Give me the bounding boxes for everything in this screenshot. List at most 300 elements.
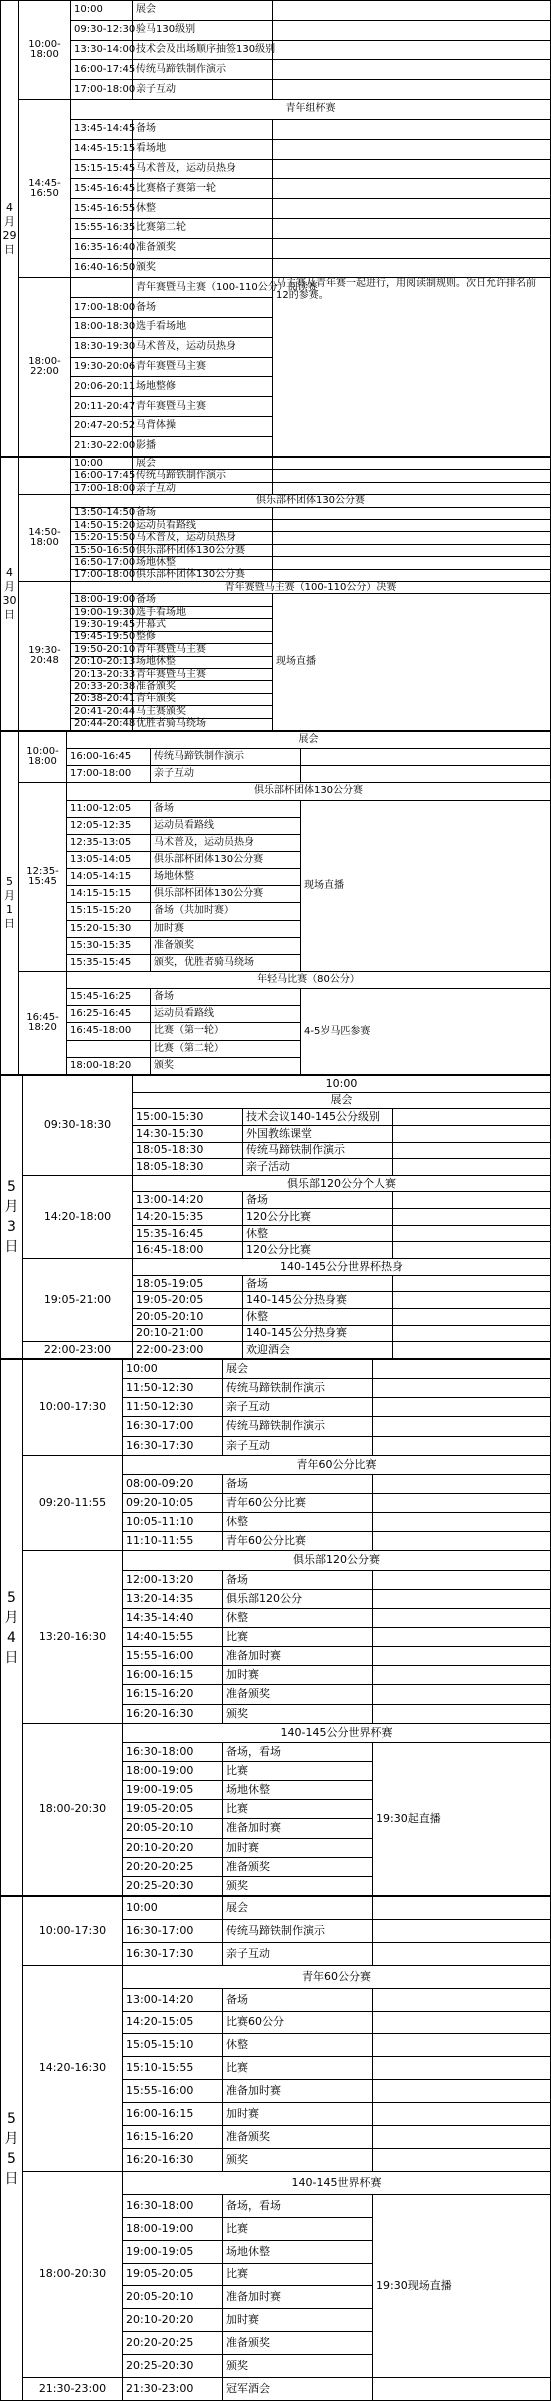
item-time: 15:45-16:55 [71, 199, 133, 219]
item-time: 20:25-20:30 [123, 1876, 223, 1895]
item-time: 16:30-17:30 [123, 1436, 223, 1455]
item-activity: 准备颁奖 [223, 1857, 373, 1876]
item-time: 19:00-19:05 [123, 2240, 223, 2263]
empty-cell [373, 1897, 551, 1920]
item-activity: 颁奖 [223, 1876, 373, 1895]
schedule-row [1, 732, 551, 749]
item-activity: 准备颁奖 [133, 238, 273, 258]
item-activity: 欢迎酒会 [243, 1342, 393, 1359]
item-time: 16:30-18:00 [123, 2194, 223, 2217]
schedule-row [1, 218, 551, 238]
item-time: 17:00-18:00 [71, 80, 133, 100]
item-activity: 开幕式 [133, 619, 273, 631]
schedule-row [1, 1, 551, 21]
item-activity: 俱乐部杯团体130公分赛 [151, 851, 301, 868]
empty-cell [373, 1570, 551, 1589]
item-activity: 准备加时赛 [223, 1819, 373, 1838]
empty-cell [273, 218, 551, 238]
item-activity: 比赛（第二轮） [151, 1040, 301, 1057]
schedule-row [1, 139, 551, 159]
schedule-row [1, 258, 551, 278]
item-activity: 传统马蹄铁制作演示 [243, 1142, 393, 1159]
item-activity: 青年赛暨马主赛 [133, 357, 273, 377]
time-slot: 10:00-18:00 [19, 732, 67, 783]
item-time: 15:00-15:30 [133, 1109, 243, 1126]
broadcast-note: 现场直播 [273, 594, 551, 731]
item-activity: 备场，看场 [223, 2194, 373, 2217]
empty-cell [373, 1608, 551, 1627]
time-slot: 10:00-17:30 [23, 1360, 123, 1456]
item-time: 16:25-16:45 [67, 1006, 151, 1023]
item-time: 20:20-20:25 [123, 2332, 223, 2355]
item-time: 17:00-18:00 [67, 766, 151, 783]
item-time: 19:45-19:50 [71, 631, 133, 643]
item-activity: 马术普及，运动员热身 [133, 337, 273, 357]
schedule-row [1, 2171, 551, 2194]
item-time: 14:20-15:35 [133, 1209, 243, 1226]
empty-cell [373, 1417, 551, 1436]
remark-note: 马主赛及青年赛一起进行，用阅读制规则。次日允许排名前12的参赛。 [273, 278, 551, 457]
item-activity: 青年60公分比赛 [223, 1532, 373, 1551]
item-activity: 备场 [223, 1474, 373, 1493]
time-slot: 18:00-20:30 [23, 1723, 123, 1895]
item-activity: 备场，看场 [223, 1742, 373, 1761]
item-activity: 比赛 [223, 1800, 373, 1819]
empty-cell [273, 532, 551, 544]
day-label: 5月1日 [4, 875, 15, 930]
item-activity: 比赛 [223, 2057, 373, 2080]
empty-cell [273, 1, 551, 21]
time-slot: 14:20-18:00 [23, 1175, 133, 1258]
section-header: 10:00 [133, 1076, 551, 1093]
item-activity: 比赛 [223, 1761, 373, 1780]
item-activity: 传统马蹄铁制作演示 [223, 1919, 373, 1942]
empty-cell [373, 2057, 551, 2080]
empty-cell [273, 139, 551, 159]
item-activity: 传统马蹄铁制作演示 [133, 470, 273, 482]
item-time: 13:45-14:45 [71, 119, 133, 139]
item-activity: 备场 [151, 800, 301, 817]
item-time: 18:00-19:00 [123, 2217, 223, 2240]
section-header: 青年组杯赛 [71, 100, 551, 120]
item-time: 12:05-12:35 [67, 817, 151, 834]
item-activity: 备场 [133, 298, 273, 318]
item-time: 18:05-18:30 [133, 1142, 243, 1159]
schedule-row [1, 989, 551, 1006]
empty-cell [373, 1685, 551, 1704]
empty-cell [273, 238, 551, 258]
item-activity: 加时赛 [223, 2309, 373, 2332]
empty-cell [393, 1275, 551, 1292]
item-time: 09:20-10:05 [123, 1493, 223, 1512]
empty-cell [393, 1292, 551, 1309]
item-time: 18:00-19:00 [71, 594, 133, 606]
item-activity: 运动员看路线 [151, 817, 301, 834]
time-slot: 14:50-18:00 [19, 495, 71, 582]
item-time: 14:50-15:20 [71, 520, 133, 532]
item-activity: 颁奖 [223, 2148, 373, 2171]
item-activity: 青年60公分比赛 [223, 1493, 373, 1512]
item-activity: 展会 [133, 458, 273, 470]
schedule-row [1, 1723, 551, 1742]
item-time: 10:00 [71, 458, 133, 470]
day-cell [1, 458, 19, 731]
item-activity: 加时赛 [223, 1838, 373, 1857]
item-time: 15:05-15:10 [123, 2034, 223, 2057]
schedule-row [1, 495, 551, 507]
time-slot: 18:00-20:30 [23, 2171, 123, 2377]
item-time: 16:00-17:45 [71, 470, 133, 482]
schedule-row [1, 569, 551, 581]
schedule-row [1, 159, 551, 179]
day-table [0, 731, 551, 1075]
empty-cell [373, 2378, 551, 2401]
item-activity: 展会 [223, 1897, 373, 1920]
item-activity: 青年赛暨马主赛 [133, 397, 273, 417]
item-activity: 比赛 [223, 2263, 373, 2286]
item-activity: 备场 [151, 989, 301, 1006]
broadcast-note: 19:30起直播 [373, 1742, 551, 1895]
empty-cell [273, 119, 551, 139]
item-time: 12:00-13:20 [123, 1570, 223, 1589]
schedule-row [1, 119, 551, 139]
schedule-row [1, 482, 551, 494]
empty-cell [273, 40, 551, 60]
schedule-row [1, 1551, 551, 1570]
item-time: 20:25-20:30 [123, 2355, 223, 2378]
schedule-row [1, 1259, 551, 1276]
item-time: 16:50-17:00 [71, 557, 133, 569]
item-activity: 备场 [223, 1570, 373, 1589]
schedule-row [1, 100, 551, 120]
item-time: 16:30-17:00 [123, 1919, 223, 1942]
item-time: 11:00-12:05 [67, 800, 151, 817]
empty-cell [373, 1919, 551, 1942]
item-time: 13:00-14:20 [123, 1988, 223, 2011]
schedule-row [1, 544, 551, 556]
time-slot: 19:05-21:00 [23, 1259, 133, 1342]
empty-cell [373, 1398, 551, 1417]
day-label: 5月5日 [4, 2110, 19, 2187]
item-time: 21:30-23:00 [123, 2378, 223, 2401]
day-label: 5月3日 [4, 1179, 19, 1255]
item-time: 14:15-15:15 [67, 886, 151, 903]
item-time: 17:00-18:00 [71, 482, 133, 494]
item-activity: 外国教练课堂 [243, 1125, 393, 1142]
empty-cell [373, 2034, 551, 2057]
item-time: 20:44-20:48 [71, 718, 133, 730]
item-time: 20:05-20:10 [133, 1308, 243, 1325]
schedule-row [1, 783, 551, 800]
empty-cell [373, 2126, 551, 2149]
item-time: 14:45-15:15 [71, 139, 133, 159]
empty-cell [393, 1325, 551, 1342]
item-time: 14:30-15:30 [133, 1125, 243, 1142]
schedule-row [1, 532, 551, 544]
schedule-row [1, 458, 551, 470]
item-time: 18:05-19:05 [133, 1275, 243, 1292]
day-label: 4月30日 [2, 566, 17, 621]
item-activity: 颁奖 [223, 1704, 373, 1723]
empty-cell [273, 557, 551, 569]
item-activity: 马术普及，运动员热身 [133, 159, 273, 179]
item-activity: 优胜者骑马绕场 [133, 718, 273, 730]
item-time: 08:00-09:20 [123, 1474, 223, 1493]
time-slot: 19:30-20:48 [19, 582, 71, 731]
section-header: 年轻马比赛（80公分） [67, 971, 551, 988]
section-header: 展会 [133, 1092, 551, 1109]
empty-cell [393, 1308, 551, 1325]
item-activity: 颁奖 [133, 258, 273, 278]
item-time: 14:20-15:05 [123, 2011, 223, 2034]
item-time: 18:00-19:00 [123, 1761, 223, 1780]
schedule-row [1, 199, 551, 219]
item-time [67, 1040, 151, 1057]
empty-cell [373, 1627, 551, 1646]
item-activity: 亲子互动 [133, 80, 273, 100]
schedule-row [1, 766, 551, 783]
item-activity: 冠军酒会 [223, 2378, 373, 2401]
item-activity: 看场地 [133, 139, 273, 159]
item-activity: 休整 [223, 2034, 373, 2057]
item-time: 18:30-19:30 [71, 337, 133, 357]
item-time: 15:45-16:45 [71, 179, 133, 199]
empty-cell [273, 80, 551, 100]
empty-cell [373, 1360, 551, 1379]
item-activity: 俱乐部杯团体130公分赛 [133, 569, 273, 581]
schedule-row [1, 60, 551, 80]
item-activity: 亲子活动 [243, 1159, 393, 1176]
item-activity: 备场 [133, 119, 273, 139]
section-header: 青年60公分赛 [123, 1965, 551, 1988]
empty-cell [393, 1192, 551, 1209]
time-slot: 09:20-11:55 [23, 1455, 123, 1551]
item-time: 16:30-18:00 [123, 1742, 223, 1761]
item-time: 10:00 [71, 1, 133, 21]
item-time: 16:40-16:50 [71, 258, 133, 278]
item-time: 20:10-20:20 [123, 2309, 223, 2332]
item-time: 14:35-14:40 [123, 1608, 223, 1627]
empty-cell [373, 1532, 551, 1551]
item-time: 20:10-20:13 [71, 656, 133, 668]
item-time: 16:20-16:30 [123, 2148, 223, 2171]
empty-cell [373, 2011, 551, 2034]
item-activity: 加时赛 [223, 2103, 373, 2126]
item-activity: 120公分比赛 [243, 1242, 393, 1259]
item-time: 15:50-16:50 [71, 544, 133, 556]
item-time: 20:20-20:25 [123, 1857, 223, 1876]
item-time: 20:47-20:52 [71, 417, 133, 437]
empty-cell [301, 749, 551, 766]
section-header: 展会 [67, 732, 551, 749]
empty-cell [273, 544, 551, 556]
item-activity: 亲子互动 [223, 1436, 373, 1455]
schedule-row [1, 557, 551, 569]
item-time: 10:05-11:10 [123, 1513, 223, 1532]
item-activity: 俱乐部杯团体130公分赛 [133, 544, 273, 556]
item-time: 15:10-15:55 [123, 2057, 223, 2080]
time-slot [19, 458, 71, 495]
item-activity: 亲子互动 [151, 766, 301, 783]
schedule-row [1, 1360, 551, 1379]
item-activity: 备场 [133, 594, 273, 606]
item-time: 22:00-23:00 [133, 1342, 243, 1359]
item-activity: 加时赛 [223, 1666, 373, 1685]
item-time: 09:30-12:30 [71, 20, 133, 40]
item-time: 11:10-11:55 [123, 1532, 223, 1551]
item-activity: 验马130级别 [133, 20, 273, 40]
schedule-row [1, 1076, 551, 1093]
item-time: 16:30-17:00 [123, 1417, 223, 1436]
item-time: 15:35-16:45 [133, 1225, 243, 1242]
empty-cell [393, 1159, 551, 1176]
item-time: 18:05-18:30 [133, 1159, 243, 1176]
item-time: 13:05-14:05 [67, 851, 151, 868]
item-time: 20:10-21:00 [133, 1325, 243, 1342]
section-header: 140-145世界杯赛 [123, 2171, 551, 2194]
item-activity: 马术普及，运动员热身 [133, 532, 273, 544]
item-activity: 颁奖，优胜者骑马绕场 [151, 954, 301, 971]
item-time: 20:06-20:11 [71, 377, 133, 397]
item-time: 16:15-16:20 [123, 2126, 223, 2149]
item-activity: 准备加时赛 [223, 1647, 373, 1666]
item-time: 15:15-15:45 [71, 159, 133, 179]
section-header: 青年60公分比赛 [123, 1455, 551, 1474]
time-slot: 22:00-23:00 [23, 1342, 133, 1359]
empty-cell [301, 766, 551, 783]
empty-cell [393, 1342, 551, 1359]
item-activity: 运动员看路线 [133, 520, 273, 532]
empty-cell [373, 1666, 551, 1685]
item-activity: 准备加时赛 [223, 2286, 373, 2309]
item-activity: 比赛 [223, 1627, 373, 1646]
section-header: 140-145公分世界杯热身 [133, 1259, 551, 1276]
empty-cell [273, 482, 551, 494]
empty-cell [273, 470, 551, 482]
item-time [71, 278, 133, 298]
day-table [0, 1896, 551, 2401]
item-time: 19:30-19:45 [71, 619, 133, 631]
item-time: 16:00-16:45 [67, 749, 151, 766]
item-time: 15:20-15:30 [67, 920, 151, 937]
item-activity: 140-145公分热身赛 [243, 1292, 393, 1309]
item-time: 20:41-20:44 [71, 706, 133, 718]
schedule-row [1, 20, 551, 40]
item-activity: 备场 [223, 1988, 373, 2011]
item-activity: 传统马蹄铁制作演示 [223, 1379, 373, 1398]
item-activity: 选手看场地 [133, 318, 273, 338]
empty-cell [373, 1704, 551, 1723]
item-activity: 马背体操 [133, 417, 273, 437]
broadcast-note: 4-5岁马匹参赛 [301, 989, 551, 1075]
item-activity: 准备颁奖 [223, 2126, 373, 2149]
item-time: 16:00-16:15 [123, 2103, 223, 2126]
item-time: 20:38-20:41 [71, 693, 133, 705]
schedule-row [1, 971, 551, 988]
schedule-row [1, 40, 551, 60]
item-activity: 场地休整 [133, 656, 273, 668]
item-activity: 140-145公分热身赛 [243, 1325, 393, 1342]
schedule-row [1, 749, 551, 766]
item-activity: 场地休整 [223, 1781, 373, 1800]
item-time: 13:00-14:20 [133, 1192, 243, 1209]
item-time: 20:05-20:10 [123, 2286, 223, 2309]
item-time: 15:30-15:35 [67, 937, 151, 954]
item-time: 20:05-20:10 [123, 1819, 223, 1838]
schedule-row [1, 470, 551, 482]
schedule-row [1, 179, 551, 199]
item-activity: 亲子互动 [133, 482, 273, 494]
item-activity: 比赛 [223, 2217, 373, 2240]
item-activity: 备场 [133, 507, 273, 519]
item-activity: 休整 [223, 1608, 373, 1627]
item-time: 20:33-20:38 [71, 681, 133, 693]
time-slot: 09:30-18:30 [23, 1076, 133, 1176]
item-activity: 比赛格子赛第一轮 [133, 179, 273, 199]
item-time: 14:40-15:55 [123, 1627, 223, 1646]
item-time: 17:00-18:00 [71, 298, 133, 318]
empty-cell [273, 159, 551, 179]
item-time: 21:30-22:00 [71, 436, 133, 456]
item-activity: 传统马蹄铁制作演示 [223, 1417, 373, 1436]
time-slot: 14:20-16:30 [23, 1965, 123, 2171]
time-slot: 13:20-16:30 [23, 1551, 123, 1723]
item-activity: 场地休整 [151, 869, 301, 886]
item-time: 19:05-20:05 [133, 1292, 243, 1309]
empty-cell [273, 60, 551, 80]
empty-cell [273, 20, 551, 40]
item-activity: 准备颁奖 [133, 681, 273, 693]
schedule-row [1, 582, 551, 594]
item-activity: 120公分比赛 [243, 1209, 393, 1226]
item-activity: 准备颁奖 [223, 1685, 373, 1704]
empty-cell [373, 1436, 551, 1455]
day-cell [1, 732, 19, 1075]
empty-cell [273, 179, 551, 199]
item-time: 16:20-16:30 [123, 1704, 223, 1723]
time-slot: 10:00-17:30 [23, 1897, 123, 1966]
item-activity: 传统马蹄铁制作演示 [151, 749, 301, 766]
item-activity: 比赛第二轮 [133, 218, 273, 238]
item-activity: 青年赛暨马主赛 [133, 644, 273, 656]
time-slot: 12:35-15:45 [19, 783, 67, 972]
empty-cell [393, 1142, 551, 1159]
time-slot: 21:30-23:00 [23, 2378, 123, 2401]
day-cell [1, 1897, 23, 2401]
item-time: 15:55-16:00 [123, 2080, 223, 2103]
schedule-row [1, 278, 551, 298]
item-time: 15:35-15:45 [67, 954, 151, 971]
schedule-row [1, 1455, 551, 1474]
empty-cell [373, 1942, 551, 1965]
item-time: 16:00-16:15 [123, 1666, 223, 1685]
section-header: 俱乐部杯团体130公分赛 [71, 495, 551, 507]
item-time: 15:55-16:00 [123, 1647, 223, 1666]
section-header: 青年赛暨马主赛（100-110公分）决赛 [71, 582, 551, 594]
time-slot: 18:00-22:00 [19, 278, 71, 457]
item-time: 16:30-17:30 [123, 1942, 223, 1965]
item-time: 10:00 [123, 1360, 223, 1379]
item-time: 19:05-20:05 [123, 2263, 223, 2286]
item-activity: 比赛（第一轮） [151, 1023, 301, 1040]
item-time: 16:45-18:00 [67, 1023, 151, 1040]
schedule-row [1, 2378, 551, 2401]
item-time: 16:45-18:00 [133, 1242, 243, 1259]
empty-cell [273, 258, 551, 278]
day-table [0, 1359, 551, 1896]
empty-cell [393, 1242, 551, 1259]
item-time: 16:15-16:20 [123, 1685, 223, 1704]
